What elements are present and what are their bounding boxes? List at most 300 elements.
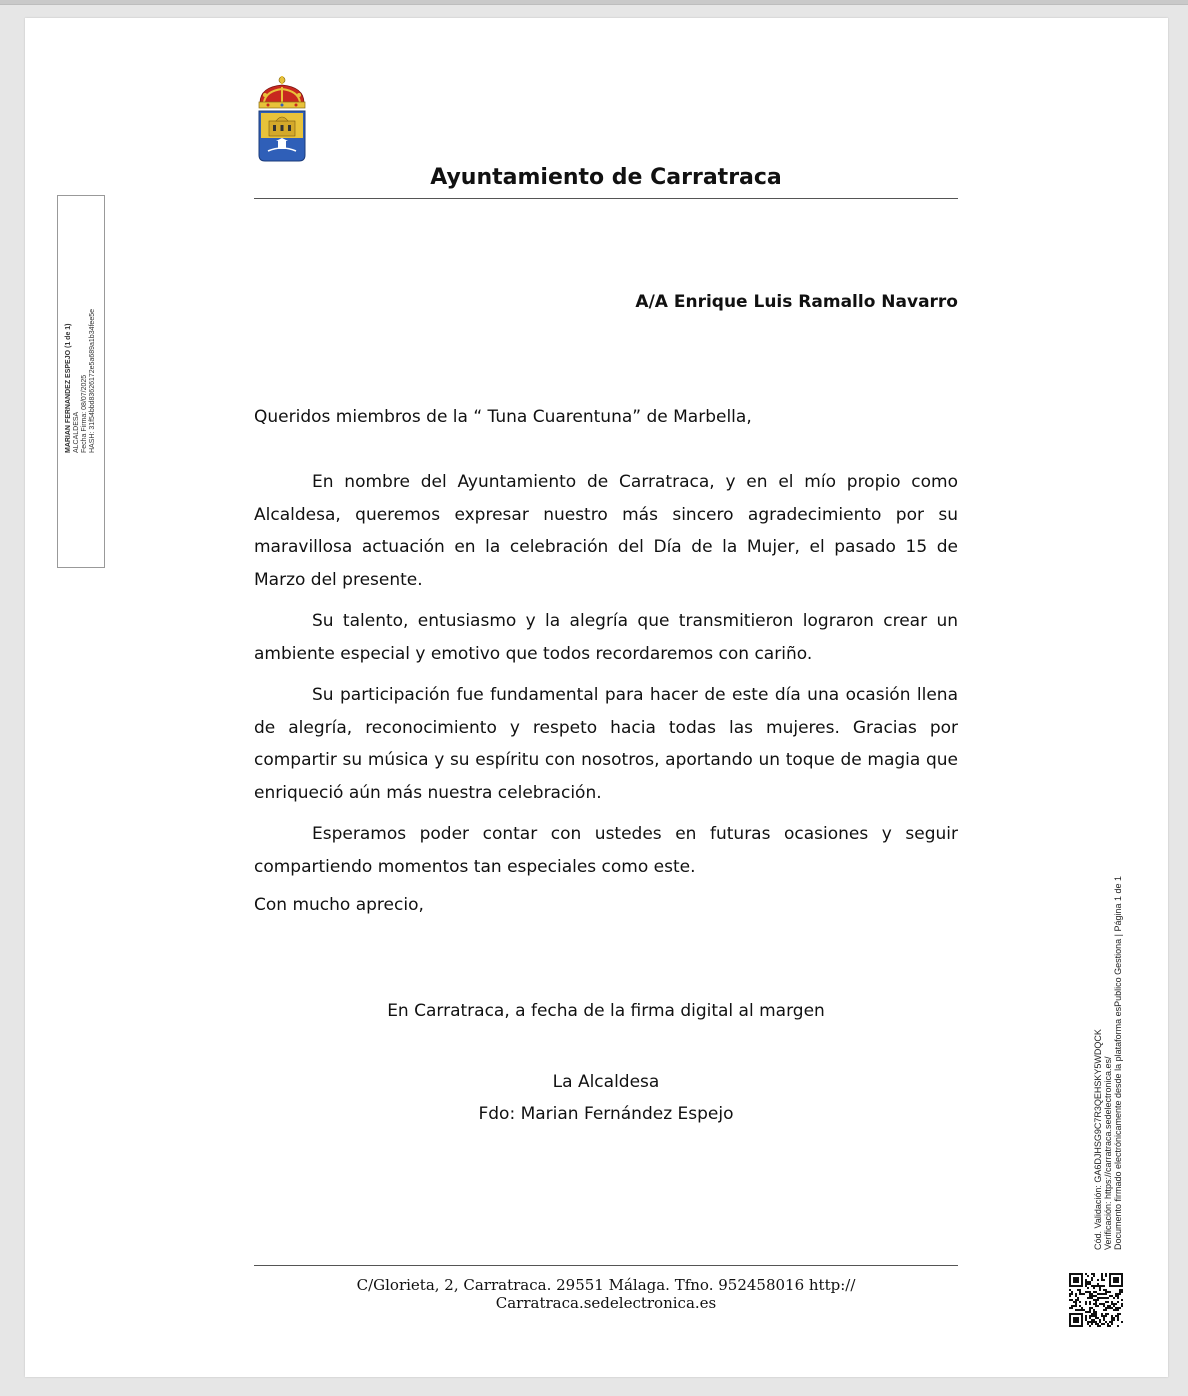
qr-module xyxy=(1099,1319,1101,1321)
qr-module xyxy=(1081,1279,1083,1281)
qr-module xyxy=(1085,1315,1087,1317)
qr-module xyxy=(1095,1285,1097,1287)
qr-module xyxy=(1087,1283,1089,1285)
qr-code-icon xyxy=(1069,1273,1123,1327)
qr-module xyxy=(1103,1279,1105,1281)
qr-module xyxy=(1099,1303,1101,1305)
qr-module xyxy=(1117,1313,1119,1315)
qr-module xyxy=(1119,1313,1121,1315)
qr-module xyxy=(1085,1319,1087,1321)
qr-module xyxy=(1111,1317,1113,1319)
qr-module xyxy=(1091,1277,1093,1279)
qr-module xyxy=(1075,1301,1077,1303)
qr-module xyxy=(1089,1325,1091,1327)
qr-module xyxy=(1079,1289,1081,1291)
qr-module xyxy=(1101,1277,1103,1279)
signer-role: La Alcaldesa xyxy=(552,1072,660,1092)
qr-module xyxy=(1085,1279,1087,1281)
viewer-top-bar xyxy=(0,0,1188,5)
qr-module xyxy=(1121,1285,1123,1287)
qr-module xyxy=(1091,1319,1093,1321)
qr-module xyxy=(1073,1317,1075,1319)
qr-module xyxy=(1101,1323,1103,1325)
qr-module xyxy=(1103,1323,1105,1325)
qr-module xyxy=(1103,1317,1105,1319)
qr-module xyxy=(1079,1309,1081,1311)
qr-module xyxy=(1101,1275,1103,1277)
qr-module xyxy=(1091,1315,1093,1317)
qr-module xyxy=(1105,1291,1107,1293)
qr-module xyxy=(1073,1281,1075,1283)
qr-module xyxy=(1101,1279,1103,1281)
qr-module xyxy=(1107,1305,1109,1307)
qr-module xyxy=(1113,1285,1115,1287)
qr-module xyxy=(1069,1281,1071,1283)
qr-module xyxy=(1115,1303,1117,1305)
qr-module xyxy=(1109,1281,1111,1283)
qr-module xyxy=(1093,1315,1095,1317)
qr-module xyxy=(1089,1311,1091,1313)
qr-module xyxy=(1081,1317,1083,1319)
qr-module xyxy=(1069,1277,1071,1279)
qr-module xyxy=(1077,1309,1079,1311)
qr-module xyxy=(1089,1293,1091,1295)
qr-module xyxy=(1121,1305,1123,1307)
qr-module xyxy=(1097,1285,1099,1287)
qr-module xyxy=(1105,1297,1107,1299)
qr-module xyxy=(1071,1305,1073,1307)
qr-module xyxy=(1093,1295,1095,1297)
qr-module xyxy=(1075,1279,1077,1281)
qr-module xyxy=(1073,1277,1075,1279)
qr-module xyxy=(1077,1281,1079,1283)
qr-module xyxy=(1103,1319,1105,1321)
qr-module xyxy=(1111,1295,1113,1297)
qr-module xyxy=(1101,1293,1103,1295)
qr-module xyxy=(1109,1307,1111,1309)
qr-module xyxy=(1111,1321,1113,1323)
qr-module xyxy=(1117,1301,1119,1303)
qr-module xyxy=(1099,1325,1101,1327)
qr-module xyxy=(1099,1321,1101,1323)
qr-module xyxy=(1069,1279,1071,1281)
qr-module xyxy=(1093,1311,1095,1313)
qr-module xyxy=(1075,1285,1077,1287)
qr-module xyxy=(1091,1323,1093,1325)
qr-module xyxy=(1109,1279,1111,1281)
paragraph: Esperamos poder contar con ustedes en futuras ocasiones y seguir compartiendo momentos tan especiales como este. xyxy=(254,824,958,877)
qr-module xyxy=(1087,1297,1089,1299)
qr-module xyxy=(1079,1291,1081,1293)
qr-module xyxy=(1093,1319,1095,1321)
qr-module xyxy=(1117,1309,1119,1311)
qr-module xyxy=(1089,1321,1091,1323)
qr-module xyxy=(1107,1307,1109,1309)
qr-module xyxy=(1089,1295,1091,1297)
qr-module xyxy=(1077,1321,1079,1323)
qr-module xyxy=(1073,1305,1075,1307)
qr-module xyxy=(1071,1313,1073,1315)
qr-module xyxy=(1119,1285,1121,1287)
qr-module xyxy=(1089,1301,1091,1303)
qr-module xyxy=(1117,1297,1119,1299)
qr-module xyxy=(1117,1295,1119,1297)
qr-module xyxy=(1097,1279,1099,1281)
qr-module xyxy=(1109,1291,1111,1293)
qr-module xyxy=(1075,1313,1077,1315)
qr-module xyxy=(1107,1325,1109,1327)
qr-module xyxy=(1105,1275,1107,1277)
qr-module xyxy=(1113,1303,1115,1305)
qr-module xyxy=(1117,1325,1119,1327)
qr-module xyxy=(1105,1309,1107,1311)
qr-module xyxy=(1089,1317,1091,1319)
qr-module xyxy=(1091,1313,1093,1315)
qr-module xyxy=(1093,1303,1095,1305)
qr-module xyxy=(1077,1297,1079,1299)
qr-module xyxy=(1093,1287,1095,1289)
qr-module xyxy=(1107,1301,1109,1303)
qr-module xyxy=(1113,1281,1115,1283)
qr-module xyxy=(1121,1273,1123,1275)
qr-module xyxy=(1097,1297,1099,1299)
qr-module xyxy=(1107,1313,1109,1315)
stamp-hash: HASH: 31f54bbd83626172e5a689a1b34fee5e xyxy=(89,308,96,454)
qr-module xyxy=(1075,1295,1077,1297)
qr-module xyxy=(1115,1307,1117,1309)
qr-module xyxy=(1113,1277,1115,1279)
qr-module xyxy=(1121,1281,1123,1283)
qr-module xyxy=(1083,1293,1085,1295)
stamp-role: ALCALDESA xyxy=(73,411,80,454)
qr-module xyxy=(1069,1295,1071,1297)
qr-module xyxy=(1115,1315,1117,1317)
qr-module xyxy=(1109,1285,1111,1287)
qr-module xyxy=(1097,1299,1099,1301)
stamp-signer: MARIAN FERNANDEZ ESPEJO (1 de 1) xyxy=(65,323,72,454)
qr-module xyxy=(1077,1325,1079,1327)
qr-module xyxy=(1117,1281,1119,1283)
qr-module xyxy=(1081,1309,1083,1311)
qr-module xyxy=(1111,1323,1113,1325)
qr-module xyxy=(1081,1281,1083,1283)
qr-module xyxy=(1119,1307,1121,1309)
qr-module xyxy=(1111,1307,1113,1309)
qr-module xyxy=(1081,1323,1083,1325)
validation-note: Documento firmado electrónicamente desde la plataforma esPublico Gestiona | Página 1 de 1 xyxy=(1113,875,1123,1251)
qr-module xyxy=(1069,1285,1071,1287)
qr-module xyxy=(1069,1275,1071,1277)
qr-module xyxy=(1095,1305,1097,1307)
qr-module xyxy=(1085,1283,1087,1285)
qr-module xyxy=(1093,1285,1095,1287)
signature-stamp xyxy=(57,195,105,568)
signer-name: Fdo: Marian Fernández Espejo xyxy=(478,1104,734,1124)
qr-module xyxy=(1085,1291,1087,1293)
qr-module xyxy=(1093,1273,1095,1275)
validation-url: Verificación: https://carratraca.sedelectronica.es/ xyxy=(1103,1056,1113,1251)
qr-module xyxy=(1087,1321,1089,1323)
qr-module xyxy=(1073,1319,1075,1321)
qr-module xyxy=(1085,1303,1087,1305)
closing: Con mucho aprecio, xyxy=(254,895,424,915)
recipient-line: A/A Enrique Luis Ramallo Navarro xyxy=(635,292,958,312)
qr-module xyxy=(1095,1311,1097,1313)
qr-module xyxy=(1073,1313,1075,1315)
qr-module xyxy=(1121,1303,1123,1305)
qr-module xyxy=(1071,1307,1073,1309)
qr-module xyxy=(1093,1313,1095,1315)
qr-module xyxy=(1099,1293,1101,1295)
qr-module xyxy=(1069,1319,1071,1321)
qr-module xyxy=(1085,1281,1087,1283)
qr-module xyxy=(1117,1317,1119,1319)
qr-module xyxy=(1103,1285,1105,1287)
qr-module xyxy=(1111,1315,1113,1317)
qr-module xyxy=(1103,1303,1105,1305)
qr-module xyxy=(1069,1323,1071,1325)
qr-module xyxy=(1075,1325,1077,1327)
paragraph: Su talento, entusiasmo y la alegría que transmitieron lograron crear un ambiente especial y emotivo que todos recordaremos con cariño. xyxy=(254,611,958,664)
qr-module xyxy=(1075,1305,1077,1307)
qr-module xyxy=(1089,1315,1091,1317)
qr-module xyxy=(1115,1293,1117,1295)
qr-module xyxy=(1101,1273,1103,1275)
qr-module xyxy=(1107,1323,1109,1325)
qr-module xyxy=(1113,1279,1115,1281)
qr-module xyxy=(1091,1297,1093,1299)
qr-module xyxy=(1075,1293,1077,1295)
qr-module xyxy=(1079,1305,1081,1307)
qr-module xyxy=(1111,1285,1113,1287)
qr-module xyxy=(1097,1317,1099,1319)
qr-module xyxy=(1111,1273,1113,1275)
qr-module xyxy=(1103,1293,1105,1295)
coat-of-arms-icon xyxy=(256,75,308,165)
qr-module xyxy=(1109,1273,1111,1275)
qr-module xyxy=(1117,1307,1119,1309)
qr-module xyxy=(1095,1303,1097,1305)
qr-module xyxy=(1117,1293,1119,1295)
qr-module xyxy=(1077,1279,1079,1281)
qr-module xyxy=(1095,1301,1097,1303)
qr-module xyxy=(1113,1309,1115,1311)
stamp-date: Fecha Firma: 08/07/2025 xyxy=(81,374,88,454)
qr-module xyxy=(1089,1297,1091,1299)
qr-module xyxy=(1071,1285,1073,1287)
qr-module xyxy=(1069,1321,1071,1323)
qr-module xyxy=(1077,1285,1079,1287)
qr-module xyxy=(1095,1291,1097,1293)
qr-module xyxy=(1069,1299,1071,1301)
qr-module xyxy=(1121,1299,1123,1301)
paragraph: Su participación fue fundamental para hacer de este día una ocasión llena de alegría, reconocimiento y respeto hacia todas las mujeres. Gracias por compartir su música y su espíritu con nosotros, aportando un toque de magia que enriqueció aún más nuestra celebración. xyxy=(254,685,958,803)
qr-module xyxy=(1091,1295,1093,1297)
qr-module xyxy=(1071,1299,1073,1301)
qr-module xyxy=(1093,1275,1095,1277)
qr-module xyxy=(1075,1277,1077,1279)
qr-module xyxy=(1113,1305,1115,1307)
qr-module xyxy=(1079,1293,1081,1295)
qr-module xyxy=(1113,1297,1115,1299)
qr-module xyxy=(1079,1285,1081,1287)
qr-module xyxy=(1069,1283,1071,1285)
qr-module xyxy=(1105,1307,1107,1309)
qr-module xyxy=(1115,1281,1117,1283)
qr-module xyxy=(1107,1291,1109,1293)
qr-module xyxy=(1095,1313,1097,1315)
qr-module xyxy=(1075,1273,1077,1275)
qr-module xyxy=(1081,1275,1083,1277)
qr-module xyxy=(1069,1315,1071,1317)
qr-module xyxy=(1105,1293,1107,1295)
qr-module xyxy=(1091,1273,1093,1275)
qr-module xyxy=(1081,1319,1083,1321)
letter-body xyxy=(254,466,958,892)
qr-module xyxy=(1099,1287,1101,1289)
qr-module xyxy=(1105,1321,1107,1323)
qr-module xyxy=(1095,1321,1097,1323)
qr-module xyxy=(1103,1297,1105,1299)
qr-module xyxy=(1121,1279,1123,1281)
qr-module xyxy=(1071,1293,1073,1295)
qr-module xyxy=(1071,1291,1073,1293)
qr-module xyxy=(1081,1325,1083,1327)
qr-module xyxy=(1105,1289,1107,1291)
qr-module xyxy=(1111,1301,1113,1303)
qr-module xyxy=(1109,1277,1111,1279)
qr-module xyxy=(1089,1283,1091,1285)
qr-module xyxy=(1101,1297,1103,1299)
qr-module xyxy=(1109,1321,1111,1323)
qr-module xyxy=(1069,1307,1071,1309)
qr-module xyxy=(1081,1277,1083,1279)
qr-module xyxy=(1075,1319,1077,1321)
qr-module xyxy=(1075,1281,1077,1283)
qr-module xyxy=(1097,1305,1099,1307)
qr-module xyxy=(1089,1291,1091,1293)
qr-module xyxy=(1077,1289,1079,1291)
qr-module xyxy=(1077,1299,1079,1301)
qr-module xyxy=(1081,1313,1083,1315)
qr-module xyxy=(1097,1325,1099,1327)
qr-module xyxy=(1109,1295,1111,1297)
qr-module xyxy=(1121,1277,1123,1279)
qr-module xyxy=(1075,1309,1077,1311)
qr-module xyxy=(1119,1291,1121,1293)
qr-module xyxy=(1115,1295,1117,1297)
qr-module xyxy=(1119,1293,1121,1295)
qr-module xyxy=(1069,1289,1071,1291)
qr-module xyxy=(1107,1297,1109,1299)
qr-module xyxy=(1113,1273,1115,1275)
qr-module xyxy=(1117,1315,1119,1317)
qr-module xyxy=(1115,1273,1117,1275)
qr-module xyxy=(1115,1285,1117,1287)
qr-module xyxy=(1121,1291,1123,1293)
qr-module xyxy=(1077,1319,1079,1321)
qr-module xyxy=(1101,1313,1103,1315)
qr-module xyxy=(1091,1307,1093,1309)
qr-module xyxy=(1087,1323,1089,1325)
qr-module xyxy=(1105,1273,1107,1275)
qr-module xyxy=(1097,1293,1099,1295)
qr-module xyxy=(1081,1293,1083,1295)
qr-module xyxy=(1095,1295,1097,1297)
qr-module xyxy=(1093,1309,1095,1311)
qr-module xyxy=(1085,1311,1087,1313)
qr-module xyxy=(1095,1299,1097,1301)
qr-module xyxy=(1111,1303,1113,1305)
qr-module xyxy=(1087,1281,1089,1283)
qr-module xyxy=(1093,1291,1095,1293)
qr-module xyxy=(1099,1285,1101,1287)
qr-module xyxy=(1117,1277,1119,1279)
qr-module xyxy=(1073,1321,1075,1323)
qr-module xyxy=(1075,1321,1077,1323)
qr-module xyxy=(1089,1281,1091,1283)
qr-module xyxy=(1073,1285,1075,1287)
qr-module xyxy=(1095,1317,1097,1319)
qr-module xyxy=(1103,1315,1105,1317)
qr-module xyxy=(1113,1317,1115,1319)
qr-module xyxy=(1091,1293,1093,1295)
qr-module xyxy=(1079,1301,1081,1303)
qr-module xyxy=(1081,1273,1083,1275)
qr-module xyxy=(1121,1321,1123,1323)
qr-module xyxy=(1105,1301,1107,1303)
signature-stamp-text xyxy=(65,309,97,453)
qr-module xyxy=(1079,1273,1081,1275)
qr-module xyxy=(1085,1285,1087,1287)
qr-module xyxy=(1103,1289,1105,1291)
qr-module xyxy=(1103,1305,1105,1307)
qr-module xyxy=(1117,1279,1119,1281)
qr-module xyxy=(1099,1289,1101,1291)
qr-module xyxy=(1091,1285,1093,1287)
qr-module xyxy=(1109,1283,1111,1285)
qr-module xyxy=(1101,1303,1103,1305)
qr-module xyxy=(1069,1313,1071,1315)
qr-module xyxy=(1075,1303,1077,1305)
qr-module xyxy=(1101,1285,1103,1287)
qr-module xyxy=(1093,1321,1095,1323)
qr-module xyxy=(1075,1317,1077,1319)
qr-module xyxy=(1077,1317,1079,1319)
validation-code: Cód. Validación: GA6DJHSG9C7R3QEHSKY5WDQCK xyxy=(1093,1029,1103,1251)
qr-module xyxy=(1105,1315,1107,1317)
qr-module xyxy=(1109,1325,1111,1327)
qr-module xyxy=(1119,1289,1121,1291)
qr-module xyxy=(1115,1277,1117,1279)
qr-module xyxy=(1097,1283,1099,1285)
qr-module xyxy=(1089,1307,1091,1309)
qr-module xyxy=(1103,1309,1105,1311)
qr-module xyxy=(1081,1321,1083,1323)
qr-module xyxy=(1115,1309,1117,1311)
qr-module xyxy=(1097,1323,1099,1325)
qr-module xyxy=(1073,1279,1075,1281)
qr-module xyxy=(1101,1315,1103,1317)
signature-block xyxy=(254,1066,958,1130)
qr-module xyxy=(1075,1299,1077,1301)
qr-module xyxy=(1121,1275,1123,1277)
qr-module xyxy=(1089,1309,1091,1311)
qr-module xyxy=(1095,1315,1097,1317)
qr-module xyxy=(1115,1279,1117,1281)
qr-module xyxy=(1087,1311,1089,1313)
qr-module xyxy=(1069,1325,1071,1327)
